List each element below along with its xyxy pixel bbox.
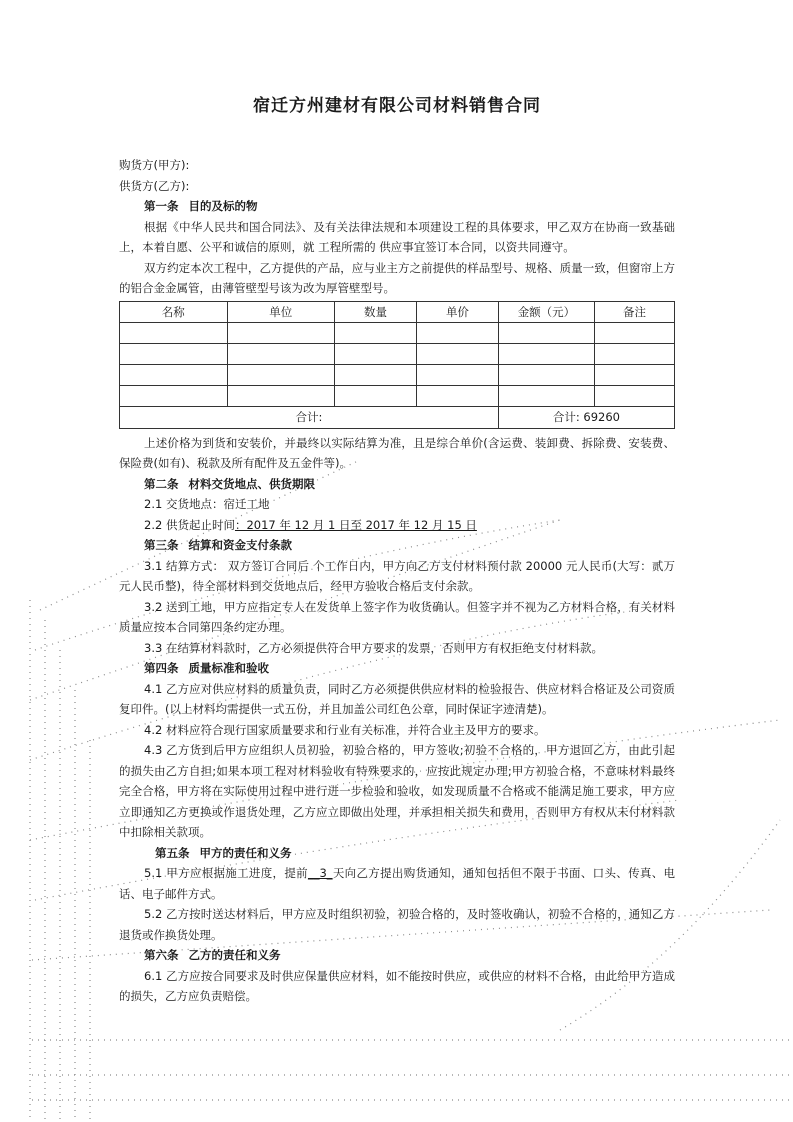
table-cell <box>335 323 417 344</box>
total-left-cell: 合计: <box>120 407 499 429</box>
buyer-label: 购货方(甲方): <box>119 158 190 172</box>
table-header-cell: 备注 <box>594 301 674 323</box>
table-cell <box>227 365 335 386</box>
table-total-row <box>120 407 675 429</box>
table-cell <box>594 323 674 344</box>
table-cell <box>227 344 335 365</box>
table-cell <box>120 365 228 386</box>
section-5-heading <box>155 843 675 864</box>
table-header-cell: 名称 <box>120 301 228 323</box>
total-right-cell: 合计: 69260 <box>498 407 674 429</box>
section-number: 第二条 <box>144 476 179 491</box>
table-cell <box>416 344 498 365</box>
clause-4-1: 4.1 乙方应对供应材料的质量负责，同时乙方必须提供供应材料的检验报告、供应材料合格证及公司资质复印件。(以上材料均需提供一式五份，并且加盖公司红色公章，同时保证字迹清楚)。 <box>119 681 675 716</box>
clause-6-1: 6.1 乙方应按合同要求及时供应保量供应材料，如不能按时供应，或供应的材料不合格，由此给甲方造成的损失，乙方应负责赔偿。 <box>119 968 675 1003</box>
table-cell <box>120 323 228 344</box>
contract-body <box>119 93 675 1007</box>
table-cell <box>120 344 228 365</box>
section-title: 甲方的责任和义务 <box>199 845 292 860</box>
section-title: 乙方的责任和义务 <box>188 948 281 962</box>
section-title: 目的及标的物 <box>188 199 258 213</box>
table-cell <box>227 323 335 344</box>
clause-2-2 <box>119 515 675 536</box>
table-header-row <box>120 301 675 323</box>
section-1-paragraph-1: 根据《中华人民共和国合同法》、及有关法律法规和本项建设工程的具体要求，甲乙双方在协商一致基础上，本着自愿、公平和诚信的原则，就 工程所需的 供应事宜签订本合同，以资共同遵守。 <box>119 219 675 254</box>
table-row <box>120 386 675 407</box>
table-cell <box>335 386 417 407</box>
price-note-paragraph: 上述价格为到货和安装价，并最终以实际结算为准，且是综合单价(含运费、装卸费、拆除费、安装费、保险费(如有)、税款及所有配件及五金件等)。 <box>119 435 675 470</box>
table-cell <box>335 344 417 365</box>
clause-3-2: 3.2 送到工地，甲方应指定专人在发货单上签字作为收货确认。但签字并不视为乙方材料合格，有关材料质量应按本合同第四条约定办理。 <box>119 599 675 634</box>
clause-text: 2.2 供货起止时间 <box>144 517 235 532</box>
table-header-cell: 单价 <box>416 301 498 323</box>
table-cell <box>335 365 417 386</box>
section-6-heading <box>144 945 675 966</box>
section-4-heading <box>144 658 675 679</box>
notice-days: __3_ <box>307 866 333 880</box>
delivery-period: ：2017 年 12 月 1 日至 2017 年 12 月 15 日 <box>234 517 477 532</box>
section-2-heading <box>144 474 675 495</box>
table-cell <box>416 386 498 407</box>
section-title: 材料交货地点、供货期限 <box>188 476 315 491</box>
table-header-cell: 金额（元） <box>498 301 594 323</box>
table-row <box>120 323 675 344</box>
section-number: 第三条 <box>144 538 179 552</box>
table-cell <box>416 365 498 386</box>
section-number: 第四条 <box>144 661 179 675</box>
table-cell <box>498 344 594 365</box>
table-cell <box>594 365 674 386</box>
section-number: 第六条 <box>144 948 179 962</box>
clause-3-1: 3.1 结算方式： 双方签订合同后 个工作日内，甲方向乙方支付材料预付款 20000 元人民币(大写：贰万元人民币整)，待全部材料到交货地点后，经甲方验收合格后支付余款。 <box>119 558 675 593</box>
section-1-heading <box>144 196 675 217</box>
table-cell <box>227 386 335 407</box>
clause-text: 天向乙方提出购货通知，通知包括但不限于书面、口头、传真、电话、电子邮件方式。 <box>119 866 675 901</box>
section-number: 第一条 <box>144 199 179 213</box>
clause-3-3: 3.3 在结算材料款时，乙方必须提供符合甲方要求的发票，否则甲方有权拒绝支付材料款。 <box>144 640 603 655</box>
table-header-cell: 数量 <box>335 301 417 323</box>
table-header-cell: 单位 <box>227 301 335 323</box>
section-1-paragraph-2: 双方约定本次工程中，乙方提供的产品，应与业主方之前提供的样品型号、规格、质量一致，但窗帘上方的铝合金金属管，由薄管壁型号该为改为厚管壁型号。 <box>119 260 675 295</box>
table-row <box>120 365 675 386</box>
section-title: 结算和资金支付条款 <box>188 538 292 552</box>
table-cell <box>498 386 594 407</box>
table-cell <box>594 386 674 407</box>
clause-5-1 <box>119 863 675 904</box>
table-cell <box>416 323 498 344</box>
table-cell <box>498 365 594 386</box>
clause-4-2: 4.2 材料应符合现行国家质量要求和行业有关标准，并符合业主及甲方的要求。 <box>144 722 546 737</box>
clause-5-2: 5.2 乙方按时送达材料后，甲方应及时组织初验，初验合格的，及时签收确认，初验不合格的，通知乙方退货或作换货处理。 <box>119 907 675 942</box>
table-cell <box>594 344 674 365</box>
section-3-heading <box>144 535 675 556</box>
section-title: 质量标准和验收 <box>188 661 269 675</box>
document-title: 宿迁方州建材有限公司材料销售合同 <box>253 96 541 116</box>
table-row <box>120 344 675 365</box>
seller-label: 供货方(乙方): <box>119 178 190 193</box>
clause-4-3: 4.3 乙方货到后甲方应组织人员初验，初验合格的，甲方签收;初验不合格的，甲方退回乙方，由此引起的损失由乙方自担;如果本项工程对材料验收有特殊要求的，应按此规定办理;甲方初验合格，不意味材料最终完全合格，甲方将在实际使用过程中进行进一步检验和验收，如发现质量不合格或不能满足施工要求，甲方应立即通知乙方更换或作退货处理，乙方应立即做出处理，并承担相关损失和费用，否则甲方有权从未付材料款中扣除相关款项。 <box>119 743 675 839</box>
clause-text: 5.1 甲方应根据施工进度，提前 <box>144 866 308 880</box>
table-cell <box>120 386 228 407</box>
price-table <box>119 301 675 429</box>
section-number: 第五条 <box>155 845 190 860</box>
table-cell <box>498 323 594 344</box>
clause-2-1: 2.1 交货地点：宿迁工地 <box>144 497 270 511</box>
